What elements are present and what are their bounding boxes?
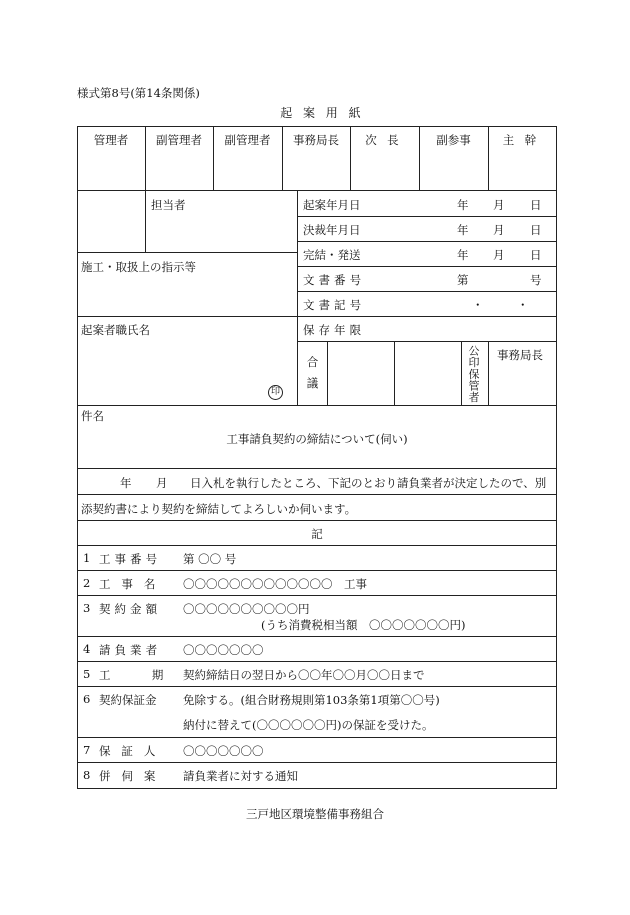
approver-fuku-kanrisha-1: 副管理者	[156, 133, 202, 147]
ki-label: 記	[311, 527, 323, 541]
bunsho-bango-label: 文書番号	[303, 273, 366, 287]
item-label: 併伺案	[99, 769, 167, 783]
item-number: 3	[83, 601, 91, 615]
body-line-2: 添契約書により契約を締結してよろしいか伺います。	[81, 502, 357, 516]
koin-hokan-label: 公印保管者	[467, 345, 480, 403]
date-kessai-year: 年	[457, 223, 469, 237]
date-kian-label: 起案年月日	[303, 198, 361, 212]
item-value: 〇〇〇〇〇〇〇〇〇〇円	[183, 602, 310, 616]
approver-jicho: 次長	[365, 133, 409, 147]
date-kian-month: 月	[493, 198, 505, 212]
item-subvalue: 納付に替えて(〇〇〇〇〇〇円)の保証を受けた。	[183, 718, 434, 732]
bunsho-bango-suffix: 号	[530, 273, 542, 287]
date-kessai-label: 決裁年月日	[303, 223, 361, 237]
body-month: 月	[156, 476, 168, 490]
date-kanketsu-label: 完結・発送	[303, 248, 361, 262]
item-value: 契約締結日の翌日から〇〇年〇〇月〇〇日まで	[183, 668, 425, 682]
date-kanketsu-month: 月	[493, 248, 505, 262]
seal-icon: 印	[268, 385, 283, 400]
item-value: 第 〇〇 号	[183, 552, 237, 566]
date-kanketsu-day: 日	[530, 248, 542, 262]
kian-label: 起案者職氏名	[81, 323, 150, 337]
item-label: 工事番号	[99, 552, 162, 566]
bunsho-bango-prefix: 第	[457, 273, 469, 287]
form-label: 様式第8号(第14条関係)	[77, 86, 200, 100]
doc-title: 起案用紙	[280, 106, 372, 120]
item-number: 5	[83, 667, 91, 681]
item-label: 契約金額	[99, 602, 162, 616]
item-label: 契約保証金	[99, 693, 157, 707]
approver-shukan: 主幹	[502, 133, 547, 147]
item-value: 〇〇〇〇〇〇〇〇〇〇〇〇〇 工事	[183, 577, 367, 591]
approver-kanrisha: 管理者	[93, 133, 129, 147]
bunsho-kigo-dot-2: ・	[517, 298, 529, 312]
kenmei-label: 件名	[81, 409, 104, 423]
hozon-label: 保存年限	[303, 323, 366, 337]
item-label: 保証人	[99, 744, 167, 758]
body-year: 年	[120, 476, 132, 490]
approver-jimukyokucho: 事務局長	[293, 133, 339, 147]
gogi-label: 合議	[305, 356, 320, 398]
item-value: 免除する。(組合財務規則第103条第1項第〇〇号)	[183, 693, 440, 707]
item-number: 6	[83, 692, 91, 706]
koin-jimukyokucho-label: 事務局長	[497, 348, 543, 362]
item-label: 請負業者	[99, 643, 162, 657]
item-number: 1	[83, 551, 91, 565]
approver-fuku-sanji: 副参事	[436, 133, 471, 147]
shiko-label: 施工・取扱上の指示等	[81, 260, 196, 274]
date-kian-year: 年	[457, 198, 469, 212]
item-subvalue: (うち消費税相当額 〇〇〇〇〇〇〇円)	[261, 618, 466, 632]
body-line-1: 日入札を執行したところ、下記のとおり請負業者が決定したので、別	[190, 476, 547, 490]
bunsho-kigo-dot-1: ・	[472, 298, 484, 312]
item-value: 〇〇〇〇〇〇〇	[183, 744, 264, 758]
date-kian-day: 日	[530, 198, 542, 212]
kenmei-value: 工事請負契約の締結について(伺い)	[226, 432, 408, 446]
bunsho-kigo-label: 文書記号	[303, 298, 366, 312]
item-number: 2	[83, 576, 91, 590]
item-value: 〇〇〇〇〇〇〇	[183, 643, 264, 657]
date-kessai-day: 日	[530, 223, 542, 237]
item-number: 7	[83, 743, 91, 757]
item-number: 8	[83, 768, 91, 782]
tanto-label: 担当者	[151, 198, 186, 212]
item-number: 4	[83, 642, 91, 656]
approver-fuku-kanrisha-2: 副管理者	[224, 133, 271, 147]
date-kessai-month: 月	[493, 223, 505, 237]
item-value: 請負業者に対する通知	[183, 769, 298, 783]
item-label: 工期	[99, 668, 205, 682]
item-label: 工事名	[99, 577, 167, 591]
footer-org-name: 三戸地区環境整備事務組合	[246, 807, 384, 821]
date-kanketsu-year: 年	[457, 248, 469, 262]
